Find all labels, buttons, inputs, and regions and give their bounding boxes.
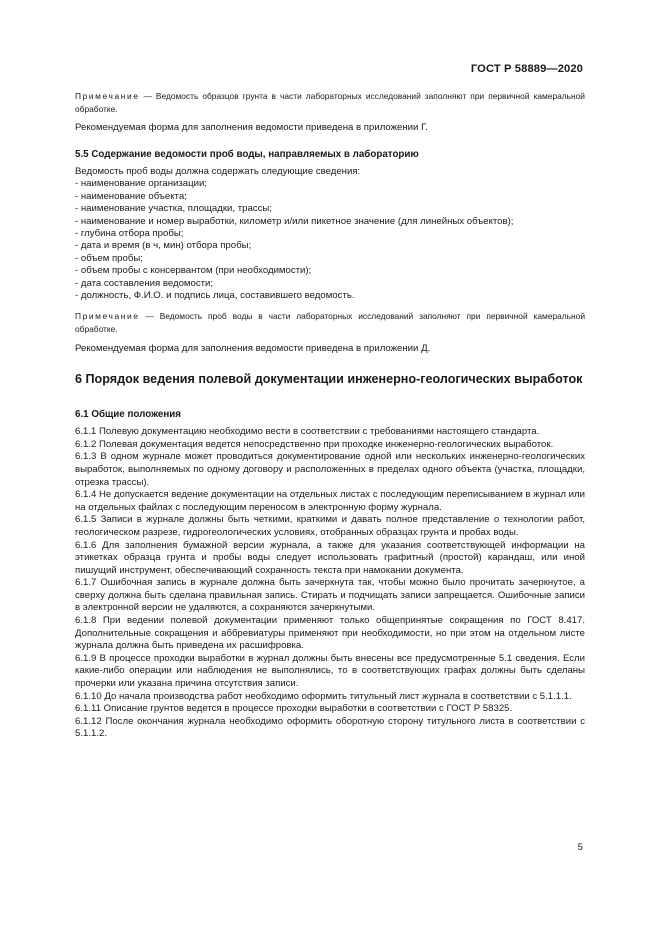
note-label: Примечание	[75, 311, 140, 322]
paragraph-6-1-7: 6.1.7 Ошибочная запись в журнале должна быть зачеркнута так, чтобы можно было прочитать зачеркнутое, а сверху должна быть сделана правильная запись. Стирать и подчищать записи запрещается. Ошибочные записи в электронной версии не удаляются, а сохраняются зачеркнутыми.	[75, 577, 585, 614]
paragraph-6-1-10: 6.1.10 До начала производства работ необходимо оформить титульный лист журнала в соответствии с 5.1.1.1.	[75, 690, 572, 702]
paragraph-6-1-1: 6.1.1 Полевую документацию необходимо вести в соответствии с требованиями настоящего стандарта.	[75, 426, 540, 438]
section-5-5-intro: Ведомость проб воды должна содержать следующие сведения:	[75, 165, 361, 177]
document-id: ГОСТ Р 58889—2020	[470, 63, 583, 75]
list-item: - объем пробы;	[75, 252, 143, 264]
section-5-5-title: 5.5 Содержание ведомости проб воды, направляемых в лабораторию	[75, 148, 419, 160]
note-soil-samples	[75, 90, 585, 115]
section-6-1-body	[75, 426, 585, 741]
paragraph-6-1-9: 6.1.9 В процессе проходки выработки в журнал должны быть внесены все предусмотренные 5.1 сведения. Если какие-либо операции или наблюдения не выполнялись, то в соответствующих графах должны быть сделаны прочерки или указана причина отсутствия записи.	[75, 652, 585, 690]
list-item: - глубина отбора пробы;	[75, 228, 184, 240]
list-item: - должность, Ф.И.О. и подпись лица, составившего ведомость.	[75, 290, 355, 302]
paragraph-6-1-8: 6.1.8 При ведении полевой документации применяют только общепринятые сокращения по ГОСТ 8.417. Дополнительные сокращения и аббревиатуры применяют при необходимости, но при этом на отдельном листе журнала должна быть приведена их расшифровка.	[75, 615, 585, 652]
list-item: - дата составления ведомости;	[75, 277, 214, 289]
list-item: - наименование объекта;	[75, 190, 187, 202]
page-number: 5	[577, 842, 583, 853]
water-sample-list	[75, 178, 585, 302]
list-item: - наименование участка, площадки, трассы;	[75, 203, 272, 215]
note-text: — Ведомость образцов грунта в части лабораторных исследований заполняют при первичной камеральной обработке.	[75, 91, 585, 114]
list-item: - наименование организации;	[75, 178, 207, 190]
paragraph-6-1-5: 6.1.5 Записи в журнале должны быть четкими, краткими и давать полное представление о технологии работ, геологическом разрезе, гидрогеологических условиях, отобранных образцах грунта и пробах воды.	[75, 514, 585, 538]
note-label: Примечание	[75, 91, 140, 101]
page-content	[75, 90, 585, 741]
recommendation-d: Рекомендуемая форма для заполнения ведомости приведена в приложении Д.	[75, 343, 431, 355]
note-water-samples	[75, 310, 585, 335]
paragraph-6-1-3: 6.1.3 В одном журнале может проводиться документирование одной или нескольких инженерно-геологических выработок, выполняемых по одному договору и расположенных в пределах одного объекта (участка, площадки, отрезка трассы).	[75, 451, 585, 488]
paragraph-6-1-2: 6.1.2 Полевая документация ведется непосредственно при проходке инженерно-геологических выработок.	[75, 438, 554, 450]
recommendation-g: Рекомендуемая форма для заполнения ведомости приведена в приложении Г.	[75, 122, 428, 133]
paragraph-6-1-6: 6.1.6 Для заполнения бумажной версии журнала, а также для указания соответствующей информации на этикетках образца грунта и пробы воды следует использовать графитный (простой) карандаш, или иной пишущий инструмент, обеспечивающий сохранность текста при намокании документа.	[75, 539, 585, 576]
list-item: - дата и время (в ч, мин) отбора пробы;	[75, 240, 252, 252]
note-text: — Ведомость проб воды в части лабораторных исследований заполняют при первичной камеральной обработке.	[75, 311, 585, 334]
paragraph-6-1-4: 6.1.4 Не допускается ведение документации на отдельных листах с последующим переписыванием в журнал или на отдельных файлах с последующим переносом в электронную форму журнала.	[75, 489, 585, 513]
paragraph-6-1-12: 6.1.12 После окончания журнала необходимо оформить оборотную сторону титульного листа в соответствии с 5.1.1.2.	[75, 715, 585, 740]
section-6-1-title: 6.1 Общие положения	[75, 409, 182, 421]
paragraph-6-1-11: 6.1.11 Описание грунтов ведется в процессе проходки выработки в соответствии с ГОСТ Р 58325.	[75, 703, 513, 715]
list-item: - объем пробы с консервантом (при необходимости);	[75, 265, 312, 277]
section-6-title: 6 Порядок ведения полевой документации инженерно-геологических выработок	[75, 372, 583, 387]
list-item: - наименование и номер выработки, километр и/или пикетное значение (для линейных объектов);	[75, 215, 514, 227]
